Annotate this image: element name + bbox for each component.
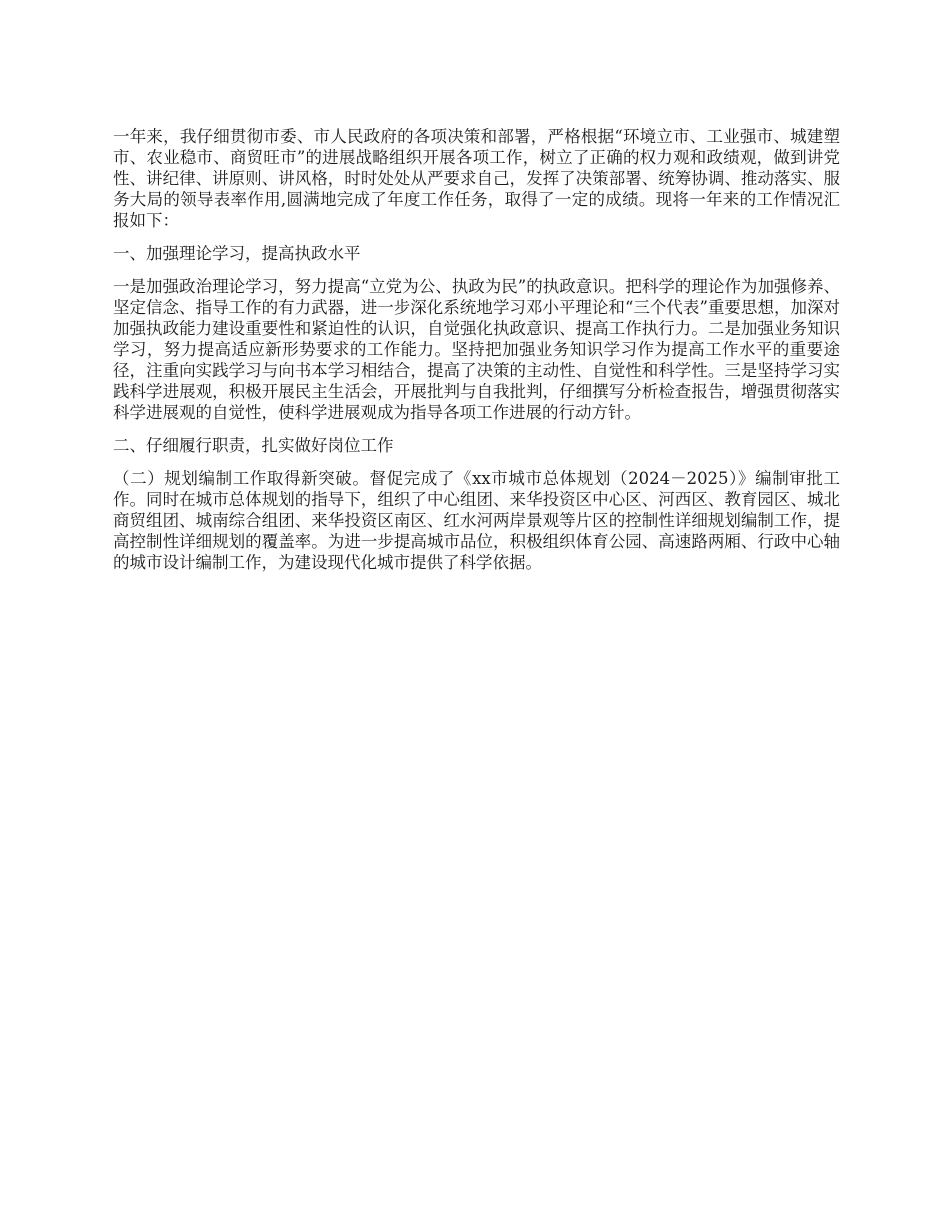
document-body [113, 126, 840, 585]
section-1-paragraph: 一是加强政治理论学习，努力提高“立党为公、执政为民”的执政意识。把科学的理论作为加强修养、坚定信念、指导工作的有力武器，进一步深化系统地学习邓小平理论和“三个代表”重要思想，加深对加强执政能力建设重要性和紧迫性的认识，自觉强化执政意识、提高工作执行力。二是加强业务知识学习，努力提高适应新形势要求的工作能力。坚持把加强业务知识学习作为提高工作水平的重要途径，注重向实践学习与向书本学习相结合，提高了决策的主动性、自觉性和科学性。三是坚持学习实践科学进展观，积极开展民主生活会，开展批判与自我批判，仔细撰写分析检查报告，增强贯彻落实科学进展观的自觉性，使科学进展观成为指导各项工作进展的行动方针。 [113, 277, 840, 422]
section-1-heading: 一、加强理论学习，提高执政水平 [113, 244, 361, 263]
intro-paragraph: 一年来，我仔细贯彻市委、市人民政府的各项决策和部署，严格根据“环境立市、工业强市、城建塑市、农业稳市、商贸旺市”的进展战略组织开展各项工作，树立了正确的权力观和政绩观，做到讲党性、讲纪律、讲原则、讲风格，时时处处从严要求自己，发挥了决策部署、统筹协调、推动落实、服务大局的领导表率作用,圆满地完成了年度工作任务，取得了一定的成绩。现将一年来的工作情况汇报如下： [113, 127, 840, 230]
section-2-heading: 二、仔细履行职责，扎实做好岗位工作 [113, 436, 394, 455]
section-2-paragraph: （二）规划编制工作取得新突破。督促完成了《xx市城市总体规划（2024－2025）》编制审批工作。同时在城市总体规划的指导下，组织了中心组团、来华投资区中心区、河西区、教育园区、城北商贸组团、城南综合组团、来华投资区南区、红水河两岸景观等片区的控制性详细规划编制工作，提高控制性详细规划的覆盖率。为进一步提高城市品位，积极组织体育公园、高速路两厢、行政中心轴的城市设计编制工作，为建设现代化城市提供了科学依据。 [113, 469, 840, 572]
